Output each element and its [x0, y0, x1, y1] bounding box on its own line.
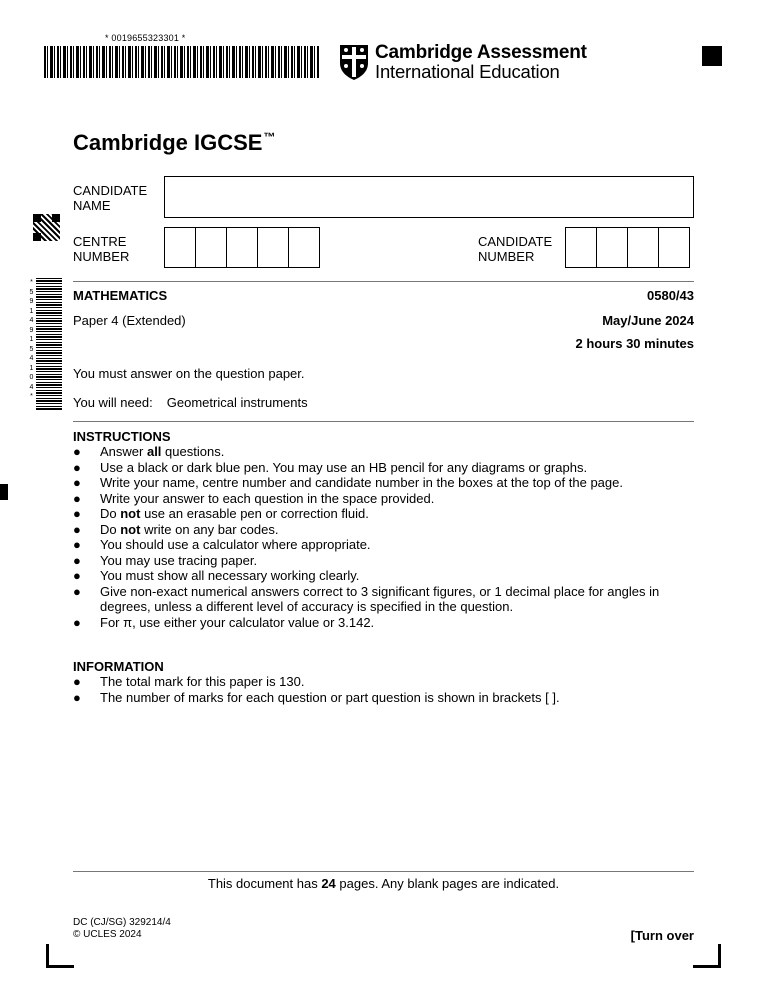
instructions-section	[73, 429, 700, 630]
barcode	[44, 46, 319, 78]
side-barcode-digit: 5	[29, 288, 34, 296]
page-count: 24	[321, 876, 336, 891]
bullet-icon: ●	[73, 444, 81, 459]
paper-code: 0580/43	[647, 288, 694, 303]
page-count-note	[73, 876, 694, 891]
centre-number-digit-box[interactable]	[226, 227, 258, 268]
list-item-text: The total mark for this paper is 130.	[100, 674, 305, 689]
candidate-number-digit-box[interactable]	[565, 227, 597, 268]
bullet-icon: ●	[73, 552, 81, 568]
centre-number-digit-box[interactable]	[195, 227, 227, 268]
crop-mark-left	[46, 944, 74, 968]
list-item-text: For π, use either your calculator value or 3.142.	[100, 614, 375, 630]
centre-number-label-line-1: CENTRE	[73, 234, 127, 249]
list-item	[73, 690, 700, 706]
side-barcode-digit: 4	[29, 317, 34, 324]
registration-mark-left	[0, 484, 8, 500]
list-item-text: not	[120, 506, 141, 521]
list-item	[73, 537, 700, 553]
page-title	[73, 130, 275, 156]
bullet-icon: ●	[73, 614, 81, 630]
bullet-icon: ●	[73, 689, 81, 705]
copyright: © UCLES 2024	[73, 929, 142, 940]
side-barcode-digit: 0	[29, 374, 34, 381]
qr-code	[33, 214, 60, 241]
side-barcode-digit: 1	[29, 336, 34, 343]
candidate-number-field[interactable]	[565, 227, 690, 268]
list-item-text: Answer	[100, 444, 147, 459]
information-heading: INFORMATION	[73, 659, 164, 674]
list-item	[73, 460, 700, 476]
list-item	[73, 522, 700, 538]
instructions-heading: INSTRUCTIONS	[73, 429, 171, 444]
side-barcode-digit: 9	[29, 326, 34, 334]
divider	[73, 421, 694, 422]
equipment-label: You will need:	[73, 395, 153, 410]
logo-line-2: International Education	[375, 61, 560, 82]
subject: MATHEMATICS	[73, 288, 168, 303]
logo-line-1: Cambridge Assessment	[375, 42, 587, 63]
centre-number-digit-box[interactable]	[257, 227, 289, 268]
equipment-note	[73, 395, 308, 410]
candidate-name-field[interactable]	[164, 176, 694, 218]
candidate-name-label-line-1: CANDIDATE	[73, 183, 148, 198]
bullet-icon: ●	[73, 521, 81, 537]
centre-number-digit-box[interactable]	[164, 227, 196, 268]
side-barcode-digit: 4	[29, 383, 34, 391]
cambridge-logo	[338, 42, 587, 82]
equipment-item: Geometrical instruments	[166, 395, 308, 410]
bullet-icon: ●	[73, 506, 81, 521]
answer-note: You must answer on the question paper.	[73, 366, 305, 381]
list-item	[73, 615, 700, 631]
list-item	[73, 491, 700, 507]
bullet-icon: ●	[73, 459, 81, 475]
list-item-text: Write your name, centre number and candidate number in the boxes at the top of the page.	[100, 475, 623, 490]
list-item	[73, 506, 700, 522]
information-list	[73, 674, 700, 705]
side-barcode-digit: 1	[29, 307, 34, 315]
side-barcode-digits	[28, 278, 35, 402]
list-item-text: use an erasable pen or correction fluid.	[140, 506, 369, 521]
barcode-number: * 0019655323301 *	[105, 33, 186, 43]
list-item	[73, 584, 700, 615]
list-item-text: Give non-exact numerical answers correct to 3 significant figures, or 1 decimal place for angles in degrees, unless a different level of accuracy is specified in the question.	[100, 583, 660, 614]
centre-number-field[interactable]	[164, 227, 320, 268]
session: May/June 2024	[602, 313, 694, 328]
list-item	[73, 553, 700, 569]
candidate-number-digit-box[interactable]	[658, 227, 690, 268]
list-item-text: Write your answer to each question in the space provided.	[100, 490, 435, 506]
bullet-icon: ●	[73, 475, 81, 490]
list-item-text: You may use tracing paper.	[100, 552, 258, 568]
list-item	[73, 475, 700, 491]
list-item-text: Do	[100, 521, 121, 537]
bullet-icon: ●	[73, 674, 81, 689]
document-reference	[73, 917, 171, 941]
paper-name: Paper 4 (Extended)	[73, 313, 186, 328]
list-item	[73, 444, 700, 460]
list-item-text: You must show all necessary working clearly.	[100, 568, 360, 583]
side-barcode-digit: *	[30, 393, 33, 400]
instructions-list	[73, 444, 700, 630]
crop-mark-right	[693, 944, 721, 968]
side-barcode-digit: 9	[29, 298, 34, 305]
bullet-icon: ●	[73, 490, 81, 506]
registration-mark	[702, 46, 722, 66]
side-barcode-digit: *	[30, 279, 33, 286]
list-item	[73, 674, 700, 690]
list-item-text: all	[146, 444, 162, 459]
information-section	[73, 659, 700, 705]
turn-over-label: [Turn over	[630, 928, 694, 943]
reference-code: DC (CJ/SG) 329214/4	[73, 917, 171, 928]
centre-number-label	[73, 234, 129, 264]
centre-number-digit-box[interactable]	[288, 227, 320, 268]
candidate-number-label	[478, 234, 552, 264]
side-barcode	[28, 278, 62, 410]
list-item	[73, 568, 700, 584]
bullet-icon: ●	[73, 583, 81, 599]
side-barcode-bars	[36, 278, 62, 410]
side-barcode-digit: 4	[29, 355, 34, 362]
candidate-number-digit-box[interactable]	[596, 227, 628, 268]
page-count-text-before: This document has	[207, 876, 322, 891]
footer-divider	[73, 871, 694, 872]
title-text: Cambridge IGCSE	[73, 130, 263, 155]
duration: 2 hours 30 minutes	[575, 336, 694, 351]
list-item-text: write on any bar codes.	[140, 521, 279, 537]
bullet-icon: ●	[73, 568, 81, 583]
crest-icon	[338, 43, 370, 81]
candidate-number-digit-box[interactable]	[627, 227, 659, 268]
side-barcode-digit: 1	[29, 364, 34, 372]
bullet-icon: ●	[73, 537, 81, 552]
list-item-text: You should use a calculator where appropriate.	[100, 537, 371, 552]
divider	[73, 281, 694, 282]
list-item-text: Use a black or dark blue pen. You may use an HB pencil for any diagrams or graphs.	[100, 459, 588, 475]
list-item-text: Do	[100, 506, 121, 521]
side-barcode-digit: 5	[29, 345, 34, 353]
centre-number-label-line-2: NUMBER	[73, 249, 130, 264]
candidate-number-label-line-2: NUMBER	[478, 249, 535, 264]
page-count-text-after: pages. Any blank pages are indicated.	[335, 876, 560, 891]
candidate-name-label-line-2: NAME	[73, 198, 111, 213]
candidate-name-label	[73, 183, 147, 213]
list-item-text: questions.	[161, 444, 225, 459]
list-item-text: not	[120, 521, 141, 537]
candidate-number-label-line-1: CANDIDATE	[478, 234, 553, 249]
list-item-text: The number of marks for each question or part question is shown in brackets [ ].	[100, 689, 560, 705]
trademark: ™	[263, 130, 276, 144]
